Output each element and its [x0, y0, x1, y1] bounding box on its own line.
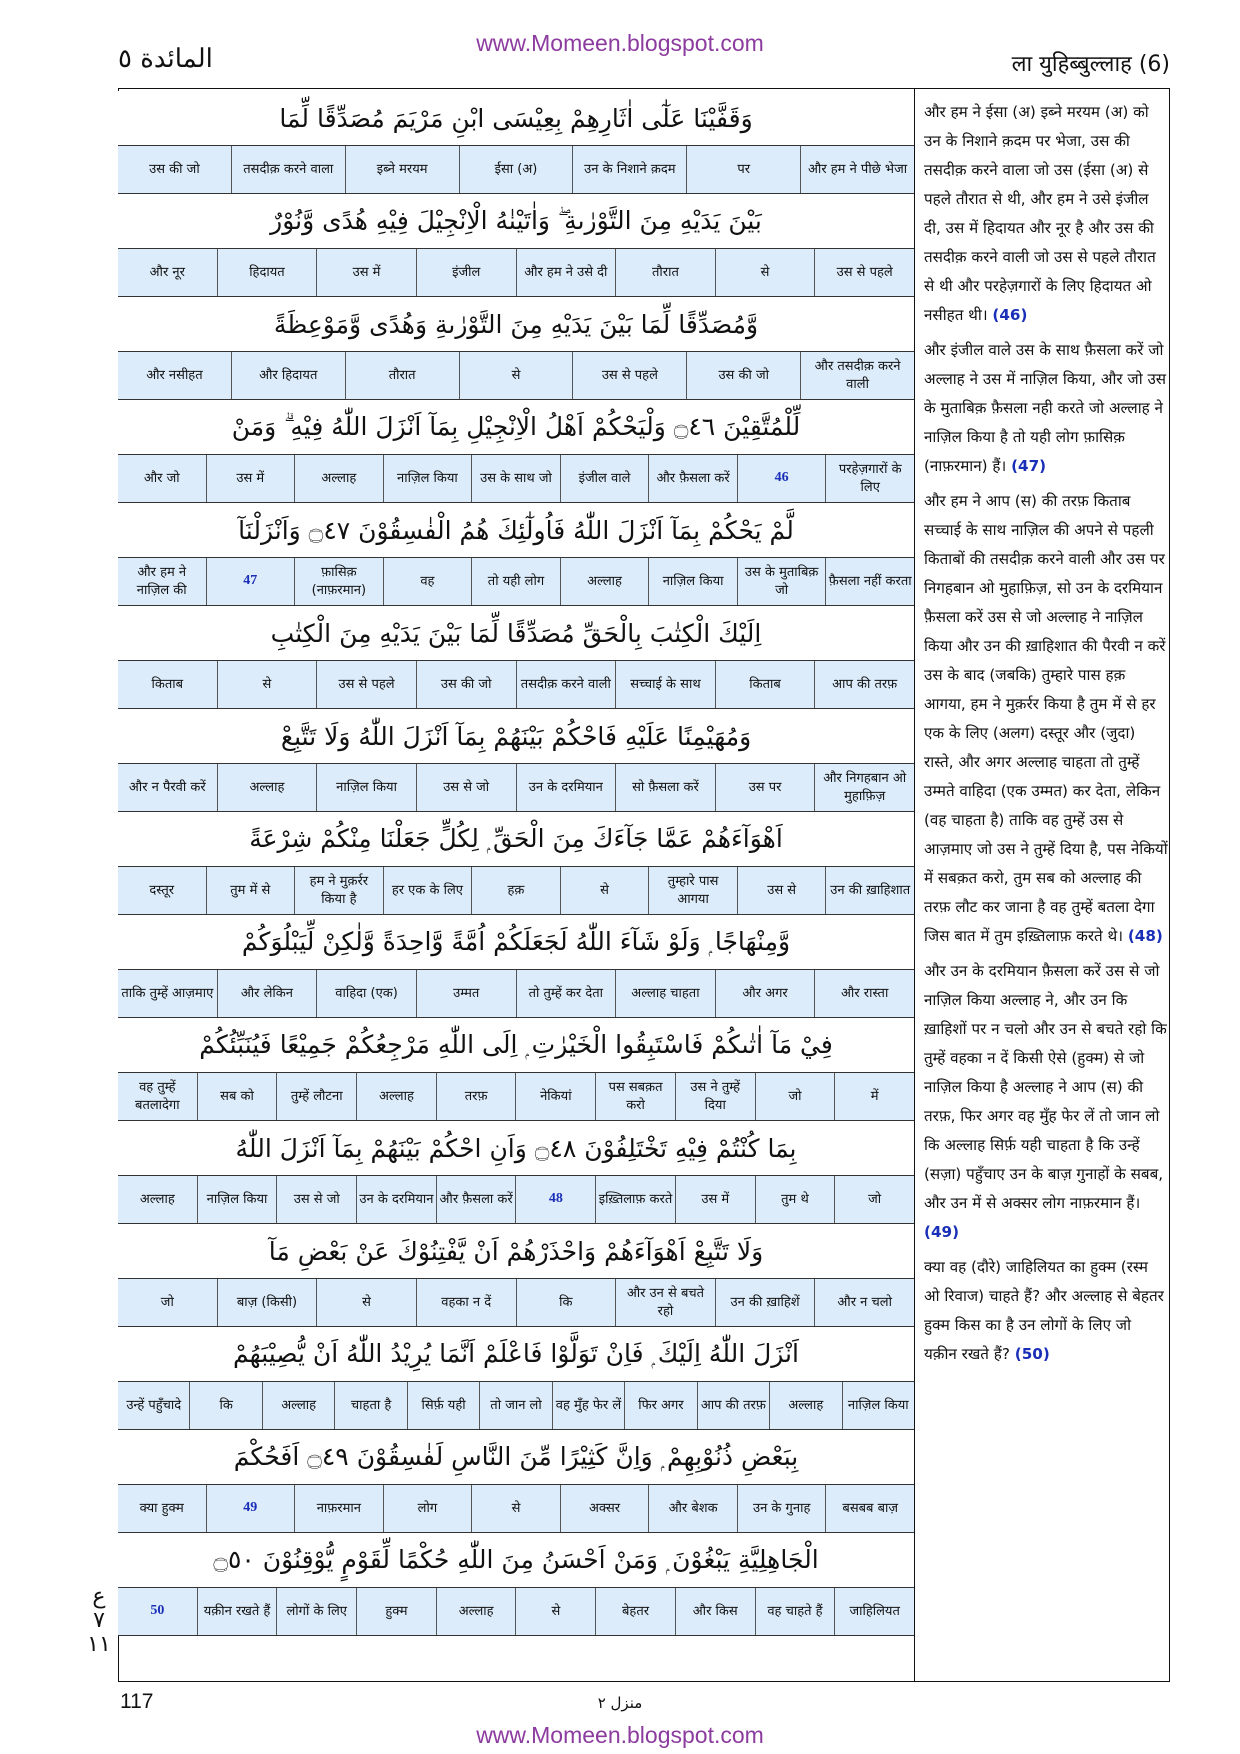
manzil-label: منزل ٢ [597, 1694, 643, 1712]
word-cell: और बेशक [648, 1485, 737, 1532]
word-cell: और हिदायत [231, 352, 345, 399]
word-cell: वह तुम्हें बतलादेगा [135, 1079, 180, 1113]
word-cell: किताब [715, 661, 815, 708]
word-cell: और नूर [149, 264, 185, 280]
word-cell: ताकि तुम्हें आज़माए [121, 985, 214, 1001]
word-cell: कि [516, 1279, 616, 1326]
word-cell: और उन से बचते रहो [615, 1279, 715, 1326]
word-cell: पस सबक़त करो [595, 1073, 675, 1120]
translation-text: और इंजील वाले उस के साथ फ़ैसला करें जो अल्लाह ने उस में नाज़िल किया, और जो उस के मुताबिक़ फ़ैसला नही करते जो अल्लाह ने नाज़िल किया है तो यही लोग फ़ासिक़ (नाफ़रमान) हैं। [924, 341, 1167, 475]
word-cell: और हम ने उसे दी [516, 249, 616, 296]
site-url-top[interactable]: www.Momeen.blogspot.com [476, 30, 764, 56]
word-translation-row [118, 352, 914, 400]
word-cell: इंजील वाले [560, 455, 649, 502]
word-cell: लोगों के लिए [276, 1588, 356, 1635]
word-cell: बसबब बाज़ [825, 1485, 914, 1532]
word-cell: आप की तरफ़ [814, 661, 914, 708]
word-cell: अल्लाह [436, 1588, 516, 1635]
word-cell: उस की जो [686, 352, 800, 399]
word-cell: तो तुम्हें कर देता [516, 970, 616, 1017]
word-cell: उन की ख़ाहिशें [715, 1279, 815, 1326]
word-cell: सच्चाई के साथ [615, 661, 715, 708]
word-cell: सो फ़ैसला करें [615, 764, 715, 811]
word-cell: से [459, 352, 573, 399]
word-cell: इंजील [416, 249, 516, 296]
word-cell: तौरात [615, 249, 715, 296]
word-translation-row [118, 1176, 914, 1224]
word-cell: लोग [383, 1485, 472, 1532]
translation-paragraph [924, 957, 1168, 1247]
word-cell: चाहता है [334, 1382, 406, 1429]
word-by-word-grid [118, 88, 915, 1682]
word-cell: दस्तूर [149, 882, 175, 898]
word-cell: तो यही लोग [471, 558, 560, 605]
section-title: ला युहिब्बुल्लाह (6) [1011, 52, 1170, 77]
word-cell: वह मुँह फेर लें [552, 1382, 624, 1429]
word-cell: हम ने मुक़र्रर किया है [294, 867, 383, 914]
word-cell: से [715, 249, 815, 296]
word-cell: और फ़ैसला करें [436, 1176, 516, 1223]
word-cell: बेहतर [595, 1588, 675, 1635]
word-cell: से [560, 867, 649, 914]
word-cell: नेकियां [515, 1073, 595, 1120]
word-cell: उन के निशाने क़दम [572, 146, 686, 193]
word-cell: तुम्हें लौटना [276, 1073, 356, 1120]
arabic-line: بَيْنَ يَدَيْهِ مِنَ التَّوْرٰىةِ ۖ وَاٰتَيْنٰهُ الْاِنْجِيْلَ فِيْهِ هُدًى وَّنُوْرٌ [118, 194, 914, 249]
word-cell: उस की जो [149, 161, 200, 177]
word-cell: तसदीक़ करने वाला [231, 146, 345, 193]
word-cell: वह चाहते हैं [755, 1588, 835, 1635]
word-cell: नाज़िल किया [197, 1176, 277, 1223]
word-cell: अल्लाह [356, 1073, 436, 1120]
word-cell: जो [834, 1176, 914, 1223]
translation-column [924, 98, 1168, 1375]
verse-number-cell: 46 [737, 455, 826, 502]
word-cell: उन के दरमियान [356, 1176, 436, 1223]
word-cell: और किस [675, 1588, 755, 1635]
word-translation-row [118, 1279, 914, 1327]
arabic-line: اَهْوَآءَهُمْ عَمَّا جَآءَكَ مِنَ الْحَقِّ ۭ لِكُلٍّ جَعَلْنَا مِنْكُمْ شِرْعَةً [118, 812, 914, 867]
arabic-line: الْجَاهِلِيَّةِ يَبْغُوْنَ ۭ وَمَنْ اَحْسَنُ مِنَ اللّٰهِ حُكْمًا لِّقَوْمٍ يُّوْقِنُوْنَ ۝٥٠ [118, 1533, 914, 1588]
word-cell: उस से [737, 867, 826, 914]
word-cell: फ़ासिक़ (नाफ़रमान) [294, 558, 383, 605]
word-cell: उस ने तुम्हें दिया [675, 1073, 755, 1120]
translation-paragraph [924, 336, 1168, 481]
word-cell: तुम्हारे पास आगया [648, 867, 737, 914]
word-translation-row [118, 661, 914, 709]
word-cell: और लेकिन [217, 970, 317, 1017]
word-cell: उस से पहले [316, 661, 416, 708]
word-cell: और तसदीक़ करने वाली [800, 352, 914, 399]
word-cell: और निगहबान ओ मुहाफ़िज़ [814, 764, 914, 811]
word-cell: और फ़ैसला करें [648, 455, 737, 502]
word-cell: नाज़िल किया [842, 1382, 914, 1429]
word-cell: उस से पहले [814, 249, 914, 296]
word-cell: उस में [675, 1176, 755, 1223]
word-cell: वह [383, 558, 472, 605]
word-translation-row [118, 558, 914, 606]
word-cell: वहका न दें [416, 1279, 516, 1326]
word-cell: फिर अगर [624, 1382, 696, 1429]
word-cell: तसदीक़ करने वाली [516, 661, 616, 708]
word-cell: यक़ीन रखते हैं [197, 1588, 277, 1635]
verse-number: (49) [924, 1223, 960, 1241]
word-cell: और जो [143, 470, 180, 486]
word-translation-row [118, 867, 914, 915]
word-translation-row [118, 1485, 914, 1533]
word-cell: उस से जो [416, 764, 516, 811]
arabic-line: اَنْزَلَ اللّٰهُ اِلَيْكَ ۭ فَاِنْ تَوَلَّوْا فَاعْلَمْ اَنَّمَا يُرِيْدُ اللّٰهُ اَنْ يُّصِيْبَهُمْ [118, 1327, 914, 1382]
arabic-line: وَمُهَيْمِنًا عَلَيْهِ فَاحْكُمْ بَيْنَهُمْ بِمَآ اَنْزَلَ اللّٰهُ وَلَا تَتَّبِعْ [118, 709, 914, 764]
arabic-line: اِلَيْكَ الْكِتٰبَ بِالْحَقِّ مُصَدِّقًا لِّمَا بَيْنَ يَدَيْهِ مِنَ الْكِتٰبِ [118, 606, 914, 661]
word-cell: कि [189, 1382, 261, 1429]
verse-number: (50) [1014, 1345, 1050, 1363]
word-cell: फ़ैसला नहीं करता [825, 558, 914, 605]
word-cell: और हम ने पीछे भेजा [800, 146, 914, 193]
word-cell: उन की ख़ाहिशात [825, 867, 914, 914]
word-cell: और अगर [715, 970, 815, 1017]
word-cell: तौरात [345, 352, 459, 399]
word-cell: हर एक के लिए [383, 867, 472, 914]
arabic-line: بِبَعْضِ ذُنُوْبِهِمْ ۭ وَاِنَّ كَثِيْرًا مِّنَ النَّاسِ لَفٰسِقُوْنَ ۝٤٩ اَفَحُكْمَ [118, 1430, 914, 1485]
word-cell: से [515, 1588, 595, 1635]
word-cell: नाज़िल किया [648, 558, 737, 605]
word-cell: अल्लाह चाहता [615, 970, 715, 1017]
word-cell: से [316, 1279, 416, 1326]
word-cell: अल्लाह [294, 455, 383, 502]
arabic-line: فِيْ مَآ اٰتٰىكُمْ فَاسْتَبِقُوا الْخَيْرٰتِ ۭ اِلَى اللّٰهِ مَرْجِعُكُمْ جَمِيْعًا فَيُنَبِّئُكُمْ [118, 1018, 914, 1073]
verse-number-cell: 50 [150, 1603, 165, 1619]
word-cell: वाहिदा (एक) [316, 970, 416, 1017]
verse-number: (48) [1127, 927, 1163, 945]
word-cell: जो [755, 1073, 835, 1120]
verse-number: (47) [1011, 457, 1047, 475]
arabic-line: وَقَفَّيْنَا عَلٰٓى اٰثَارِهِمْ بِعِيْسَى ابْنِ مَرْيَمَ مُصَدِّقًا لِّمَا [118, 91, 914, 146]
word-cell: में [834, 1073, 914, 1120]
word-cell: तो जान लो [479, 1382, 551, 1429]
word-translation-row [118, 1588, 914, 1636]
word-cell: उस पर [715, 764, 815, 811]
word-cell: उन के दरमियान [516, 764, 616, 811]
word-cell: नाफ़रमान [294, 1485, 383, 1532]
word-cell: इख़्तिलाफ़ करते [595, 1176, 675, 1223]
translation-paragraph [924, 487, 1168, 951]
translation-text: और हम ने ईसा (अ) इब्ने मरयम (अ) को उन के निशाने क़दम पर भेजा, उस की तसदीक़ करने वाला जो उस (ईसा (अ) से पहले तौरात से थी, और हम ने उसे इंजील दी, उस में हिदायत और नूर है और उस की तसदीक़ करने वाली जो उस से पहले तौरात से थी और परहेज़गारों के लिए हिदायत ओ नसीहत थी। [924, 103, 1156, 324]
word-cell: परहेज़गारों के लिए [825, 455, 914, 502]
word-translation-row [118, 764, 914, 812]
arabic-line: بِمَا كُنْتُمْ فِيْهِ تَخْتَلِفُوْنَ ۝٤٨ وَاَنِ احْكُمْ بَيْنَهُمْ بِمَآ اَنْزَلَ اللّٰهُ [118, 1121, 914, 1176]
word-cell: उस के साथ जो [471, 455, 560, 502]
arabic-line: وَّمُصَدِّقًا لِّمَا بَيْنَ يَدَيْهِ مِنَ التَّوْرٰىةِ وَهُدًى وَّمَوْعِظَةً [118, 297, 914, 352]
word-cell: उस से जो [276, 1176, 356, 1223]
arabic-line: وَّمِنْهَاجًا ۭ وَلَوْ شَآءَ اللّٰهُ لَجَعَلَكُمْ اُمَّةً وَّاحِدَةً وَّلٰكِنْ لِّيَبْلُوَكُمْ [118, 915, 914, 970]
word-cell: पर [686, 146, 800, 193]
word-cell: इब्ने मरयम [345, 146, 459, 193]
word-translation-row [118, 970, 914, 1018]
word-cell: और हम ने नाज़िल की [136, 564, 187, 598]
word-cell: से [471, 1485, 560, 1532]
word-translation-row [118, 249, 914, 297]
word-cell: क्या हुक्म [139, 1500, 184, 1516]
word-cell: नाज़िल किया [316, 764, 416, 811]
arabic-line: وَلَا تَتَّبِعْ اَهْوَآءَهُمْ وَاحْذَرْهُمْ اَنْ يَّفْتِنُوْكَ عَنْ بَعْضِ مَآ [118, 1224, 914, 1279]
word-cell: उन के गुनाह [737, 1485, 826, 1532]
word-cell: हुक्म [356, 1588, 436, 1635]
verse-number: (46) [992, 306, 1028, 324]
word-cell: अल्लाह [217, 764, 317, 811]
word-cell: जाहिलियत [834, 1588, 914, 1635]
word-cell: और न पैरवी करें [128, 779, 206, 795]
word-cell: तुम थे [755, 1176, 835, 1223]
word-cell: किताब [151, 676, 184, 692]
page-number: 117 [120, 1690, 154, 1713]
verse-number-cell: 47 [206, 558, 295, 605]
word-cell: उन्हें पहुँचादे [126, 1397, 182, 1413]
word-cell: ईसा (अ) [459, 146, 573, 193]
word-cell: अक्सर [560, 1485, 649, 1532]
translation-paragraph [924, 98, 1168, 330]
word-cell: से [217, 661, 317, 708]
word-cell: सब को [197, 1073, 277, 1120]
word-cell: उस से पहले [572, 352, 686, 399]
word-translation-row [118, 1382, 914, 1430]
word-cell: और नसीहत [146, 367, 203, 383]
ruku-marker: ع ٧ ١١ [87, 1584, 111, 1657]
translation-text: और हम ने आप (स) की तरफ़ किताब सच्चाई के साथ नाज़िल की अपने से पहली किताबों की तसदीक़ करने वाली और उस पर निगहबान ओ मुहाफ़िज़, सो उन के दरमियान फ़ैसला करें उस से जो अल्लाह ने नाज़िल किया और उन की ख़ाहिशात की पैरवी न करें उस के बाद (जबकि) तुम्हारे पास हक़ आगया, हम ने मुक़र्रर किया है तुम में से हर एक के लिए (अलग) दस्तूर और (जुदा) रास्ते, और अगर अल्लाह चाहता तो तुम्हें उम्मते वाहिदा (एक उम्मत) कर देता, लेकिन (वह चाहता है) ताकि वह तुम्हें उस से आज़माए जो उस ने तुम्हें दिया है, पस नेकियों में सबक़त करो, तुम सब को अल्लाह की तरफ़ लौट कर जाना है वह तुम्हें बतला देगा जिस बात में तुम इख़्तिलाफ़ करते थे। [924, 492, 1168, 945]
word-cell: तरफ़ [436, 1073, 516, 1120]
verse-number-cell: 49 [206, 1485, 295, 1532]
word-cell: आप की तरफ़ [697, 1382, 769, 1429]
word-translation-row [118, 146, 914, 194]
word-cell: तुम में से [206, 867, 295, 914]
translation-text: क्या वह (दौरे) जाहिलियत का हुक्म (रस्म ओ रिवाज) चाहते हैं? और अल्लाह से बेहतर हुक्म किस का है उन लोगों के लिए जो यक़ीन रखते हैं? [924, 1258, 1164, 1363]
verse-number-cell: 48 [515, 1176, 595, 1223]
word-cell: और रास्ता [814, 970, 914, 1017]
word-cell: अल्लाह [769, 1382, 841, 1429]
word-cell: उस में [206, 455, 295, 502]
word-translation-row [118, 1073, 914, 1121]
word-translation-row [118, 455, 914, 503]
arabic-line: لِّلْمُتَّقِيْنَ ۝٤٦ وَلْيَحْكُمْ اَهْلُ الْاِنْجِيْلِ بِمَآ اَنْزَلَ اللّٰهُ فِيْهِ ۗ وَمَنْ [118, 400, 914, 455]
word-cell: हक़ [471, 867, 560, 914]
word-cell: अल्लाह [560, 558, 649, 605]
word-cell: और न चलो [814, 1279, 914, 1326]
word-cell: उस की जो [416, 661, 516, 708]
arabic-line: لَّمْ يَحْكُمْ بِمَآ اَنْزَلَ اللّٰهُ فَاُولٰٓئِكَ هُمُ الْفٰسِقُوْنَ ۝٤٧ وَاَنْزَلْنَآ [118, 503, 914, 558]
word-cell: हिदायत [217, 249, 317, 296]
translation-text: और उन के दरमियान फ़ैसला करें उस से जो नाज़िल किया अल्लाह ने, और उन कि ख़ाहिशों पर न चलो और उन से बचते रहो कि तुम्हें वहका न दें किसी ऐसे (हुक्म) से जो नाज़िल किया है अल्लाह ने आप (स) की तरफ़, फिर अगर वह मुँह फेर लें तो जान लो कि अल्लाह सिर्फ़ यही चाहता है कि उन्हें (सज़ा) पहुँचाए उन के बाज़ गुनाहों के सबब, और उन में से अक्सर लोग नाफ़रमान हैं। [924, 962, 1167, 1212]
word-cell: बाज़ (किसी) [217, 1279, 317, 1326]
word-cell: सिर्फ़ यही [407, 1382, 479, 1429]
translation-paragraph [924, 1253, 1168, 1369]
site-url-bottom[interactable]: www.Momeen.blogspot.com [476, 1722, 764, 1748]
word-cell: अल्लाह [262, 1382, 334, 1429]
word-cell: अल्लाह [139, 1191, 175, 1207]
surah-name-arabic: المائدة ٥ [118, 44, 213, 74]
word-cell: नाज़िल किया [383, 455, 472, 502]
word-cell: उस में [316, 249, 416, 296]
word-cell: उम्मत [416, 970, 516, 1017]
word-cell: जो [160, 1294, 174, 1310]
word-cell: उस के मुताबिक़ जो [737, 558, 826, 605]
